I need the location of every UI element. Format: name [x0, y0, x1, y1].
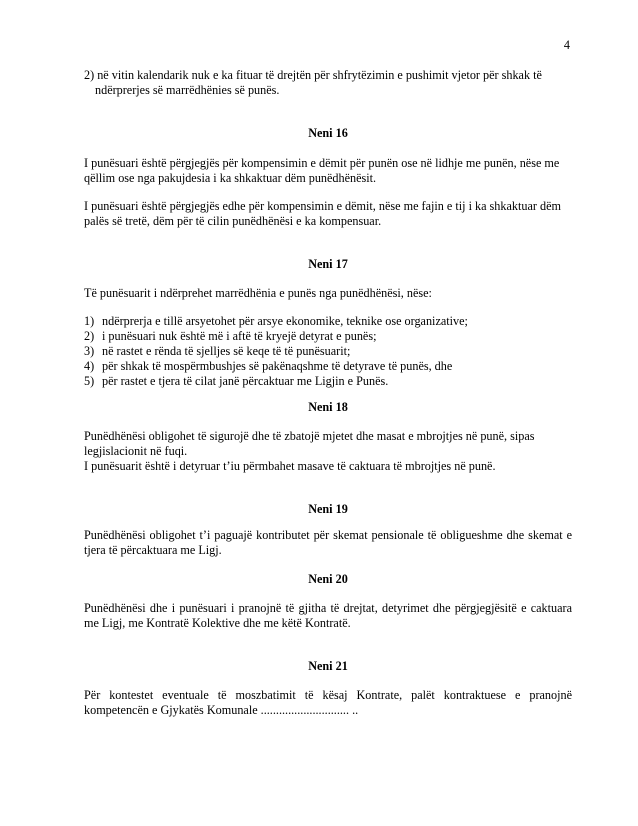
article-19-title: Neni 19 — [308, 502, 348, 516]
page-number: 4 — [563, 38, 570, 52]
list-item-text: ndërprerja e tillë arsyetohet për arsye ekonomike, teknike ose organizative; — [102, 314, 468, 328]
article-17-intro — [84, 286, 572, 301]
article-18-paragraph — [84, 429, 572, 474]
article-21-title: Neni 21 — [308, 659, 348, 673]
list-item — [84, 344, 572, 359]
article-19-paragraph — [84, 528, 572, 558]
article-16-title: Neni 16 — [308, 126, 348, 140]
list-item-text: në rastet e rënda të sjelljes së keqe të të punësuarit; — [102, 344, 351, 358]
list-item-number: 5) — [84, 374, 95, 388]
list-item — [84, 359, 572, 374]
list-item-text: për rastet e tjera të cilat janë përcaktuar me Ligjin e Punës. — [102, 374, 389, 388]
list-item-text: i punësuari nuk është më i aftë të kryejë detyrat e punës; — [102, 329, 377, 343]
article-21-paragraph — [84, 688, 572, 718]
article-18-text-2: I punësuarit është i detyruar t’iu përmbahet masave të caktuara të mbrojtjes në punë. — [84, 459, 496, 473]
article-19-text: Punëdhënësi obligohet t’i paguajë kontributet për skemat pensionale të obligueshme dhe skemat e tjera të përcaktuara me Ligj. — [84, 528, 572, 557]
article-16-text-1: I punësuari është përgjegjës për kompensimin e dëmit për punën ose në lidhje me punën, nëse me qëllim ose nga pakujdesia i ka shkaktuar dëm punëdhënësit. — [84, 156, 560, 185]
list-item — [84, 374, 572, 389]
list-item-text: për shkak të mospërmbushjes së pakënaqshme të detyrave të punës, dhe — [102, 359, 453, 373]
list-item-number: 2) — [84, 329, 95, 343]
article-17-title: Neni 17 — [308, 257, 348, 271]
intro-item-text: 2) në vitin kalendarik nuk e ka fituar të drejtën për shfrytëzimin e pushimit vjetor për shkak të ndërprerjes së marrëdhënies së punës. — [84, 68, 542, 97]
list-item-number: 3) — [84, 344, 95, 358]
article-17-list — [84, 314, 572, 389]
article-20-title: Neni 20 — [308, 572, 348, 586]
article-18-text-1: Punëdhënësi obligohet të sigurojë dhe të zbatojë mjetet dhe masat e mbrojtjes në punë, sipas legjislacionit në fuqi. — [84, 429, 535, 458]
article-17-intro-text: Të punësuarit i ndërprehet marrëdhënia e punës nga punëdhënësi, nëse: — [84, 286, 432, 300]
article-20-paragraph — [84, 601, 572, 631]
list-item — [84, 329, 572, 344]
article-21-text: Për kontestet eventuale të moszbatimit të kësaj Kontrate, palët kontraktuese e pranojnë kompetencën e Gjykatës Komunale ............................. .. — [84, 688, 572, 717]
article-16-text-2: I punësuari është përgjegjës edhe për kompensimin e dëmit, nëse me fajin e tij i ka shkaktuar dëm palës së tretë, dëm për të cilin punëdhënësi e ka kompensuar. — [84, 199, 561, 228]
article-16-paragraph-1 — [84, 156, 572, 186]
list-item-number: 1) — [84, 314, 95, 328]
list-item-number: 4) — [84, 359, 95, 373]
article-18-title: Neni 18 — [308, 400, 348, 414]
intro-item — [84, 68, 572, 98]
article-16-paragraph-2 — [84, 199, 572, 229]
article-20-text: Punëdhënësi dhe i punësuari i pranojnë të gjitha të drejtat, detyrimet dhe përgjegjësitë e caktuara me Ligj, me Kontratë Kolektive dhe me këtë Kontratë. — [84, 601, 572, 630]
list-item — [84, 314, 572, 329]
